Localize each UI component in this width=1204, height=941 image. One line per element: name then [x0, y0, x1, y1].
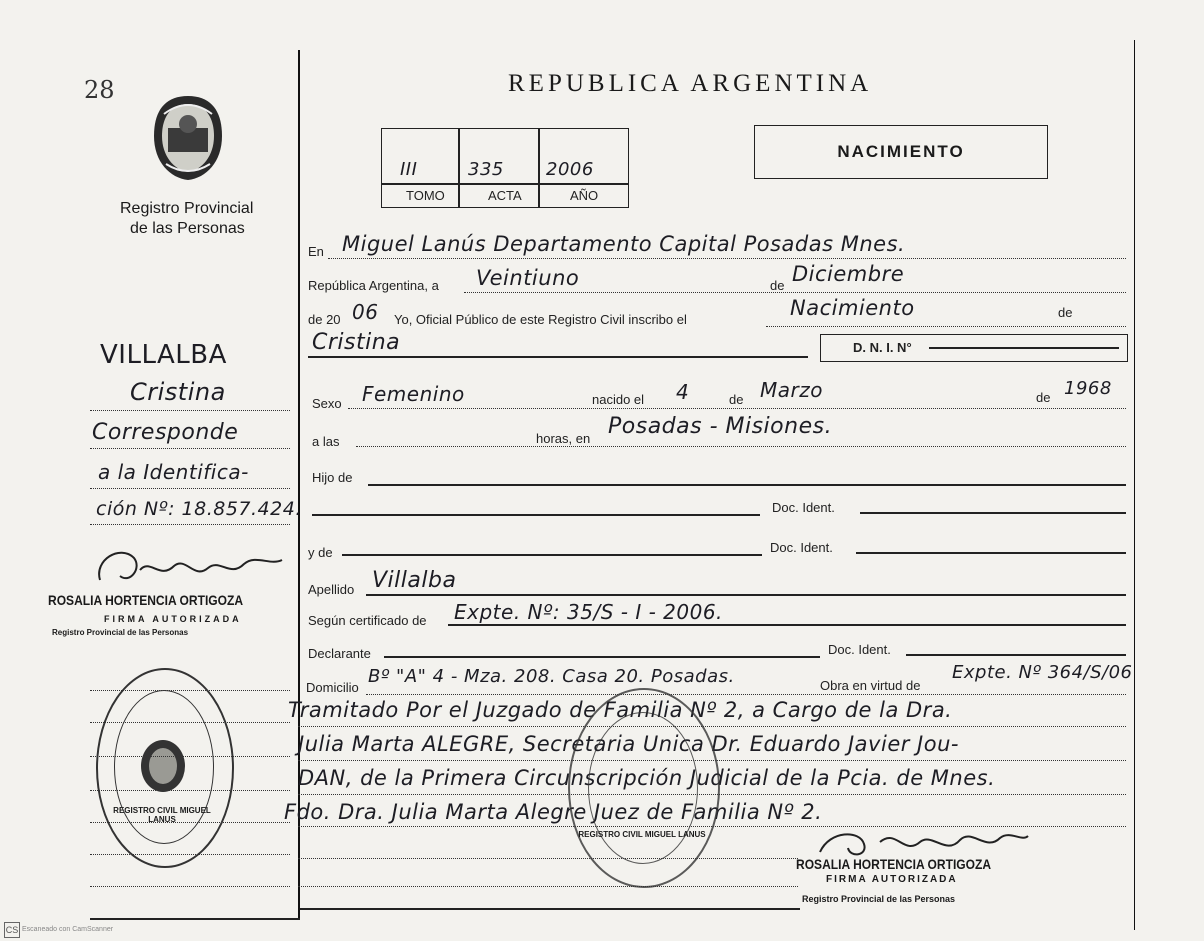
document-type-box — [754, 125, 1048, 179]
stamp-right-registro: Registro Provincial de las Personas — [802, 894, 956, 904]
dni-box — [820, 334, 1128, 362]
label-de-nac: de — [729, 392, 744, 407]
registry-line1: Registro Provincial — [120, 200, 254, 217]
label-hijo-de: Hijo de — [312, 470, 353, 485]
field-nac-mes: Marzo — [760, 378, 823, 402]
label-yo-oficial: Yo, Oficial Público de este Registro Civil inscribo el — [394, 312, 687, 327]
seal-right-inner — [588, 712, 698, 864]
obs-line-2: Julia Marta ALEGRE, Secretaria Unica Dr. Eduardo Javier Jou- — [298, 732, 959, 756]
label-de-anio: de — [1036, 390, 1051, 405]
stamp-left-registro: Registro Provincial de las Personas — [52, 628, 189, 637]
label-sexo: Sexo — [312, 396, 342, 411]
field-nac-dia: 4 — [676, 380, 690, 404]
field-apellido: Villalba — [372, 568, 457, 593]
provincial-seal-emblem-icon — [150, 92, 226, 184]
field-nombre: Cristina — [312, 330, 401, 355]
label-republica: República Argentina, a — [308, 278, 439, 293]
margin-note-2: Cristina — [130, 378, 226, 406]
label-obra-virtud: Obra en virtud de — [820, 678, 921, 693]
field-anio: 06 — [352, 300, 379, 324]
stamp-right-firma: FIRMA AUTORIZADA — [826, 874, 958, 885]
label-doc-ident-declarante: Doc. Ident. — [828, 642, 891, 657]
ano-label: AÑO — [570, 188, 599, 203]
field-lugar: Miguel Lanús Departamento Capital Posadas Mnes. — [342, 232, 906, 256]
obs-line-1: Tramitado Por el Juzgado de Familia Nº 2, a Cargo de la Dra. — [288, 698, 953, 722]
signature-left — [90, 540, 290, 590]
tomo-label: TOMO — [406, 188, 445, 203]
field-mes: Diciembre — [792, 262, 905, 286]
label-doc-ident-madre: Doc. Ident. — [770, 540, 833, 555]
registry-line2: de las Personas — [130, 220, 245, 237]
label-nacido-el: nacido el — [592, 392, 645, 407]
page-number: 28 — [84, 76, 115, 104]
label-apellido: Apellido — [308, 582, 355, 597]
label-dni: D. N. I. N° — [853, 340, 912, 355]
acta-label: ACTA — [488, 188, 522, 203]
tomo-value: III — [400, 159, 418, 180]
obs-line-4: Fdo. Dra. Julia Marta Alegre Juez de Familia Nº 2. — [284, 800, 823, 824]
right-border — [1134, 40, 1135, 930]
field-obra: Expte. Nº 364/S/06 — [952, 662, 1133, 683]
label-en: En — [308, 244, 324, 259]
margin-note-1: VILLALBA — [100, 340, 227, 370]
label-doc-ident-padre: Doc. Ident. — [772, 500, 835, 515]
label-declarante: Declarante — [308, 646, 371, 661]
margin-note-4: a la Identifica- — [98, 460, 249, 484]
field-inscribo: Nacimiento — [790, 296, 915, 320]
field-sexo: Femenino — [362, 382, 465, 406]
document-type: NACIMIENTO — [837, 142, 965, 161]
label-segun-cert: Según certificado de — [308, 613, 427, 628]
seal-right-text: REGISTRO CIVIL MIGUEL LANUS — [578, 830, 706, 839]
label-horas-en: horas, en — [536, 431, 591, 446]
label-a-las: a las — [312, 434, 340, 449]
label-de-20: de 20 — [308, 312, 341, 327]
obs-line-3: DAN, de la Primera Circunscripción Judicial de la Pcia. de Mnes. — [298, 766, 996, 790]
label-domicilio: Domicilio — [306, 680, 359, 695]
label-y-de: y de — [308, 545, 333, 560]
label-de-mes: de — [770, 278, 785, 293]
acta-value: 335 — [468, 159, 504, 180]
ano-value: 2006 — [546, 159, 594, 180]
footer-text: Escaneado con CamScanner — [22, 926, 114, 933]
camscanner-logo-icon: CS — [4, 922, 20, 938]
stamp-left-firma: FIRMA AUTORIZADA — [104, 614, 242, 624]
country-title: REPUBLICA ARGENTINA — [508, 70, 873, 97]
field-dia: Veintiuno — [476, 266, 580, 290]
record-box — [381, 128, 629, 208]
field-certificado: Expte. Nº: 35/S - I - 2006. — [454, 600, 723, 624]
margin-note-3: Corresponde — [92, 420, 239, 445]
field-nac-anio: 1968 — [1064, 378, 1112, 399]
label-de-inscribo: de — [1058, 305, 1073, 320]
stamp-right-name: ROSALIA HORTENCIA ORTIGOZA — [796, 856, 992, 872]
margin-note-5: ción Nº: 18.857.424. — [96, 498, 302, 520]
stamp-left-name: ROSALIA HORTENCIA ORTIGOZA — [48, 592, 244, 608]
field-domicilio: Bº "A" 4 - Mza. 208. Casa 20. Posadas. — [368, 666, 735, 687]
seal-left-text: REGISTRO CIVIL MIGUEL LANUS — [113, 806, 211, 824]
field-lugar-nac: Posadas - Misiones. — [608, 414, 833, 439]
